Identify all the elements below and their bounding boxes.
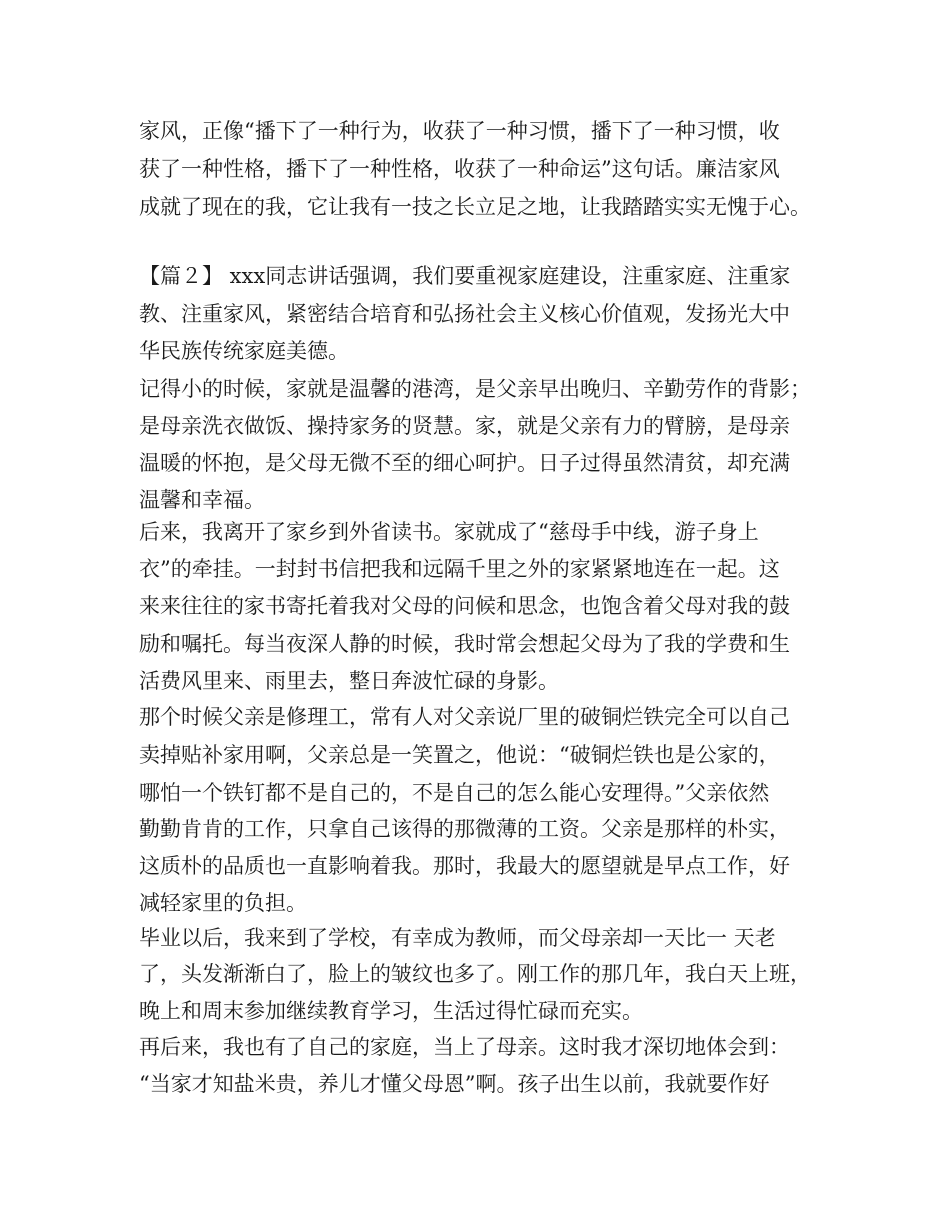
text-line: 获了一种性格，播下了一种性格，收获了一种命运”这句话。廉洁家风 xyxy=(139,157,780,181)
text-line: 毕业以后，我来到了学校，有幸成为教师，而父母亲却一天比一 天老 xyxy=(139,926,776,950)
text-line: 这质朴的品质也一直影响着我。那时，我最大的愿望就是早点工作，好 xyxy=(139,854,790,878)
text-line: 再后来，我也有了自己的家庭，当上了母亲。这时我才深切地体会到： xyxy=(139,1035,790,1059)
text-line: 晚上和周末参加继续教育学习，生活过得忙碌而充实。 xyxy=(139,999,643,1023)
text-line: 卖掉贴补家用啊，父亲总是一笑置之，他说：“破铜烂铁也是公家的， xyxy=(139,743,780,767)
text-line: 教、注重家风，紧密结合培育和弘扬社会主义核心价值观，发扬光大中 xyxy=(139,302,790,326)
text-line: 家风，正像“播下了一种行为，收获了一种习惯，播下了一种习惯，收 xyxy=(139,119,780,143)
text-line: 来来往往的家书寄托着我对父母的问候和思念，也饱含着父母对我的鼓 xyxy=(139,594,790,618)
text-line: 是母亲洗衣做饭、操持家务的贤慧。家，就是父亲有力的臂膀，是母亲 xyxy=(139,414,790,438)
text-line: 记得小的时候，家就是温馨的港湾，是父亲早出晚归、辛勤劳作的背影； xyxy=(139,377,811,401)
text-line: 【篇２】 xxx同志讲话强调，我们要重视家庭建设，注重家庭、注重家 xyxy=(139,264,791,288)
text-line: 华民族传统家庭美德。 xyxy=(139,339,349,363)
text-line: “当家才知盐米贵，养儿才懂父母恩”啊。孩子出生以前，我就要作好 xyxy=(139,1072,770,1096)
text-line: 后来，我离开了家乡到外省读书。家就成了“慈母手中线，游子身上 xyxy=(139,520,759,544)
text-line: 成就了现在的我，它让我有一技之长立足之地，让我踏踏实实无愧于心。 xyxy=(139,195,811,219)
text-line: 减轻家里的负担。 xyxy=(139,891,307,915)
text-line: 温馨和幸福。 xyxy=(139,488,265,512)
text-line: 衣”的牵挂。一封封书信把我和远隔千里之外的家紧紧地连在一起。这 xyxy=(139,557,780,581)
text-line: 勤勤肯肯的工作，只拿自己该得的那微薄的工资。父亲是那样的朴实， xyxy=(139,817,790,841)
text-line: 哪怕一个铁钉都不是自己的，不是自己的怎么能心安理得。”父亲依然 xyxy=(139,781,770,805)
text-line: 温暖的怀抱，是父母无微不至的细心呵护。日子过得虽然清贫，却充满 xyxy=(139,451,790,475)
text-line: 了，头发渐渐白了，脸上的皱纹也多了。刚工作的那几年，我白天上班， xyxy=(139,962,811,986)
text-line: 那个时候父亲是修理工，常有人对父亲说厂里的破铜烂铁完全可以自己 xyxy=(139,705,790,729)
text-line: 活费风里来、雨里去，整日奔波忙碌的身影。 xyxy=(139,669,559,693)
text-line: 励和嘱托。每当夜深人静的时候，我时常会想起父母为了我的学费和生 xyxy=(139,632,790,656)
